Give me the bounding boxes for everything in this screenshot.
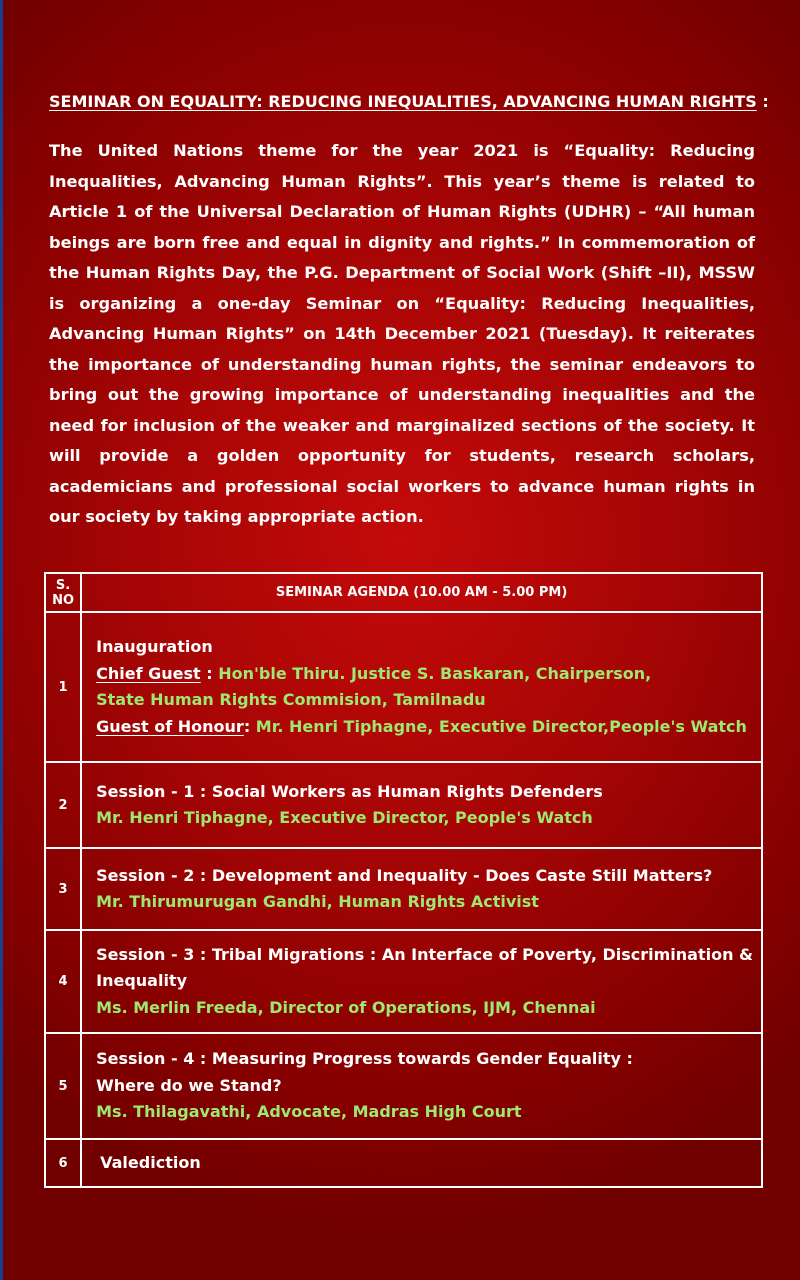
guest-of-honour-line — [96, 714, 753, 741]
chief-guest-line — [96, 661, 753, 688]
chief-guest-label: Chief Guest — [96, 663, 201, 683]
agenda-table — [44, 572, 763, 1188]
row-number: 5 — [45, 1033, 81, 1139]
col-header-sno: S. NO — [45, 573, 81, 612]
chief-guest-separator: : — [200, 663, 219, 683]
guest-of-honour-name: Mr. Henri Tiphagne, Executive Director,People's Watch — [255, 716, 747, 736]
session-speaker: Mr. Thirumurugan Gandhi, Human Rights Activist — [96, 892, 539, 911]
row-number: 4 — [45, 930, 81, 1033]
row-content — [81, 1139, 762, 1187]
row-content — [81, 762, 762, 848]
guest-of-honour-separator: : — [243, 716, 256, 736]
session-title-line-1: Session - 3 : Tribal Migrations : An Interface of Poverty, Discrimination & — [96, 944, 753, 964]
chief-guest-name: Hon'ble Thiru. Justice S. Baskaran, Chairperson, — [218, 663, 652, 683]
row-content — [81, 930, 762, 1033]
session-speaker: Ms. Merlin Freeda, Director of Operations, IJM, Chennai — [96, 997, 596, 1017]
chief-guest-affiliation: State Human Rights Commision, Tamilnadu — [96, 690, 486, 709]
row-content — [81, 612, 762, 762]
session-title: Session - 2 : Development and Inequality - Does Caste Still Matters? — [96, 865, 713, 885]
row-content — [81, 848, 762, 930]
agenda-row-6 — [45, 1139, 762, 1187]
row-content — [81, 1033, 762, 1139]
session-speaker: Ms. Thilagavathi, Advocate, Madras High Court — [96, 1102, 522, 1122]
row-number: 2 — [45, 762, 81, 848]
row-number: 6 — [45, 1139, 81, 1187]
agenda-row-1 — [45, 612, 762, 762]
seminar-heading — [49, 92, 769, 111]
left-edge-stripe — [0, 0, 3, 1280]
col-header-agenda: SEMINAR AGENDA (10.00 AM - 5.00 PM) — [81, 573, 762, 612]
seminar-title: SEMINAR ON EQUALITY: REDUCING INEQUALITIES, ADVANCING HUMAN RIGHTS — [49, 92, 757, 111]
agenda-row-4 — [45, 930, 762, 1033]
session-title-line-2: Inequality — [96, 971, 188, 991]
seminar-title-colon: : — [756, 92, 769, 111]
row-title: Inauguration — [96, 637, 213, 656]
session-speaker: Mr. Henri Tiphagne, Executive Director, People's Watch — [96, 808, 593, 827]
intro-paragraph: The United Nations theme for the year 2021 is “Equality: Reducing Inequalities, Advancing Human Rights”. This year’s theme is related to Article 1 of the Universal Declaration of Human Rights (UDHR) – “All human beings are born free and equal in dignity and rights.” In commemoration of the Human Rights Day, the P.G. Department of Social Work (Shift –II), MSSW is organizing a one-day Seminar on “Equality: Reducing Inequalities, Advancing Human Rights” on 14th December 2021 (Tuesday). It reiterates the importance of understanding human rights, the seminar endeavors to bring out the growing importance of understanding inequalities and the need for inclusion of the weaker and marginalized sections of the society. It will provide a golden opportunity for students, research scholars, academicians and professional social workers to advance human rights in our society by taking appropriate action. — [49, 141, 755, 526]
agenda-row-3 — [45, 848, 762, 930]
valediction-title: Valediction — [100, 1152, 201, 1172]
session-title-line-2: Where do we Stand? — [96, 1075, 282, 1095]
guest-of-honour-label: Guest of Honour — [96, 716, 244, 736]
session-title-line-1: Session - 4 : Measuring Progress towards Gender Equality : — [96, 1049, 633, 1069]
row-number: 3 — [45, 848, 81, 930]
agenda-row-5 — [45, 1033, 762, 1139]
agenda-header-row — [45, 573, 762, 612]
row-number: 1 — [45, 612, 81, 762]
agenda-row-2 — [45, 762, 762, 848]
session-title: Session - 1 : Social Workers as Human Rights Defenders — [96, 781, 603, 801]
